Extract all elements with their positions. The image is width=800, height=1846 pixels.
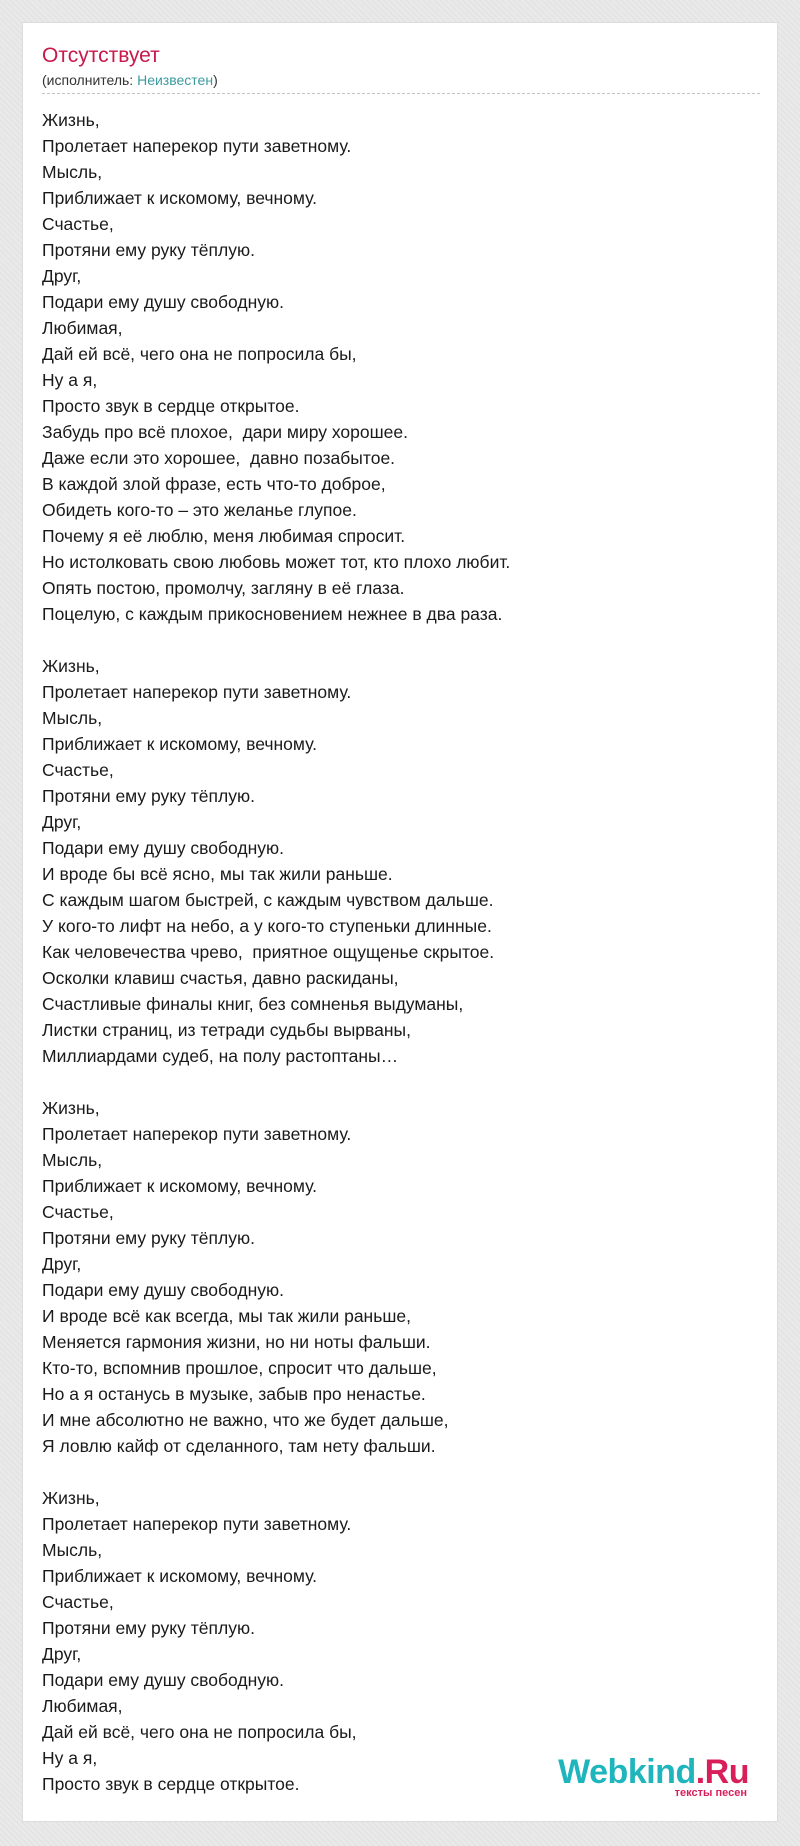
lyrics-line: И вроде бы всё ясно, мы так жили раньше. — [42, 864, 393, 884]
lyrics-line: С каждым шагом быстрей, с каждым чувством дальше. — [42, 890, 494, 910]
lyrics-line: Друг, — [42, 1644, 82, 1664]
lyrics-line: Счастье, — [42, 214, 114, 234]
lyrics-line: Подари ему душу свободную. — [42, 292, 284, 312]
lyrics-line: И вроде всё как всегда, мы так жили раньше, — [42, 1306, 411, 1326]
song-header — [42, 43, 780, 89]
lyrics-line: Я ловлю кайф от сделанного, там нету фальши. — [42, 1436, 436, 1456]
lyrics-line: Листки страниц, из тетради судьбы вырваны, — [42, 1020, 411, 1040]
lyrics-line: Обидеть кого-то – это желанье глупое. — [42, 500, 357, 520]
lyrics-line: Друг, — [42, 266, 82, 286]
site-logo[interactable] — [558, 1754, 749, 1799]
lyrics-line: Протяни ему руку тёплую. — [42, 240, 255, 260]
logo-main-text: Webkind — [558, 1753, 696, 1791]
lyrics-line: Счастье, — [42, 760, 114, 780]
lyrics-line: Счастье, — [42, 1592, 114, 1612]
lyrics-line: Дай ей всё, чего она не попросила бы, — [42, 344, 357, 364]
lyrics-line: У кого-то лифт на небо, а у кого-то ступеньки длинные. — [42, 916, 492, 936]
lyrics-line: Жизнь, — [42, 1488, 100, 1508]
header-divider — [42, 93, 760, 94]
lyrics-line: Опять постою, промолчу, загляну в её глаза. — [42, 578, 405, 598]
lyrics-line: И мне абсолютно не важно, что же будет дальше, — [42, 1410, 449, 1430]
lyrics-line: Мысль, — [42, 162, 103, 182]
lyrics-line: Осколки клавиш счастья, давно раскиданы, — [42, 968, 399, 988]
lyrics-line: Друг, — [42, 1254, 82, 1274]
lyrics-line: Но а я останусь в музыке, забыв про ненастье. — [42, 1384, 426, 1404]
lyrics-line: Просто звук в сердце открытое. — [42, 1774, 300, 1794]
lyrics-line: Ну а я, — [42, 370, 98, 390]
lyrics-line: Ну а я, — [42, 1748, 98, 1768]
lyrics-line: Просто звук в сердце открытое. — [42, 396, 300, 416]
lyrics-line: Дай ей всё, чего она не попросила бы, — [42, 1722, 357, 1742]
lyrics-stanza — [42, 1485, 762, 1797]
lyrics-line: Пролетает наперекор пути заветному. — [42, 1124, 352, 1144]
lyrics-line: Жизнь, — [42, 656, 100, 676]
lyrics-line: Приближает к искомому, вечному. — [42, 1566, 317, 1586]
lyrics-line: Счастливые финалы книг, без сомненья выдуманы, — [42, 994, 464, 1014]
lyrics-line: Пролетает наперекор пути заветному. — [42, 136, 352, 156]
byline-prefix: (исполнитель: — [42, 72, 138, 88]
lyrics-line: Мысль, — [42, 708, 103, 728]
lyrics-line: Подари ему душу свободную. — [42, 1670, 284, 1690]
lyrics-line: Мысль, — [42, 1150, 103, 1170]
lyrics-line: Пролетает наперекор пути заветному. — [42, 1514, 352, 1534]
song-title: Отсутствует — [42, 44, 160, 67]
artist-byline — [42, 71, 780, 89]
logo-tagline: тексты песен — [674, 1787, 747, 1799]
lyrics-stanza — [42, 107, 762, 627]
lyrics-line: Миллиардами судеб, на полу растоптаны… — [42, 1046, 399, 1066]
lyrics-line: Пролетает наперекор пути заветному. — [42, 682, 352, 702]
lyrics-line: Друг, — [42, 812, 82, 832]
lyrics-line: Счастье, — [42, 1202, 114, 1222]
lyrics-stanza — [42, 1095, 762, 1459]
lyrics-line: Мысль, — [42, 1540, 103, 1560]
lyrics-line: Как человечества чрево, приятное ощущенье скрытое. — [42, 942, 495, 962]
lyrics-stanza — [42, 653, 762, 1069]
lyrics-line: Любимая, — [42, 318, 123, 338]
lyrics-line: Жизнь, — [42, 1098, 100, 1118]
artist-link[interactable]: Неизвестен — [137, 72, 214, 88]
lyrics-line: Даже если это хорошее, давно позабытое. — [42, 448, 396, 468]
lyrics-line: Протяни ему руку тёплую. — [42, 1618, 255, 1638]
lyrics-line: Кто-то, вспомнив прошлое, спросит что дальше, — [42, 1358, 437, 1378]
lyrics-line: Протяни ему руку тёплую. — [42, 1228, 255, 1248]
lyrics-line: В каждой злой фразе, есть что-то доброе, — [42, 474, 386, 494]
byline-suffix: ) — [213, 72, 218, 88]
lyrics-line: Приближает к искомому, вечному. — [42, 1176, 317, 1196]
lyrics-line: Но истолковать свою любовь может тот, кто плохо любит. — [42, 552, 511, 572]
lyrics-line: Меняется гармония жизни, но ни ноты фальши. — [42, 1332, 431, 1352]
lyrics-line: Приближает к искомому, вечному. — [42, 734, 317, 754]
lyrics-line: Забудь про всё плохое, дари миру хорошее. — [42, 422, 408, 442]
lyrics-line: Поцелую, с каждым прикосновением нежнее в два раза. — [42, 604, 503, 624]
lyrics-line: Любимая, — [42, 1696, 123, 1716]
lyrics-line: Подари ему душу свободную. — [42, 838, 284, 858]
logo-wordmark — [558, 1754, 749, 1790]
lyrics-line: Приближает к искомому, вечному. — [42, 188, 317, 208]
lyrics-line: Подари ему душу свободную. — [42, 1280, 284, 1300]
lyrics-text — [42, 107, 762, 1797]
lyrics-line: Протяни ему руку тёплую. — [42, 786, 255, 806]
lyrics-card — [22, 22, 778, 1822]
lyrics-line: Жизнь, — [42, 110, 100, 130]
lyrics-line: Почему я её люблю, меня любимая спросит. — [42, 526, 406, 546]
logo-tld-text: .Ru — [695, 1753, 749, 1791]
